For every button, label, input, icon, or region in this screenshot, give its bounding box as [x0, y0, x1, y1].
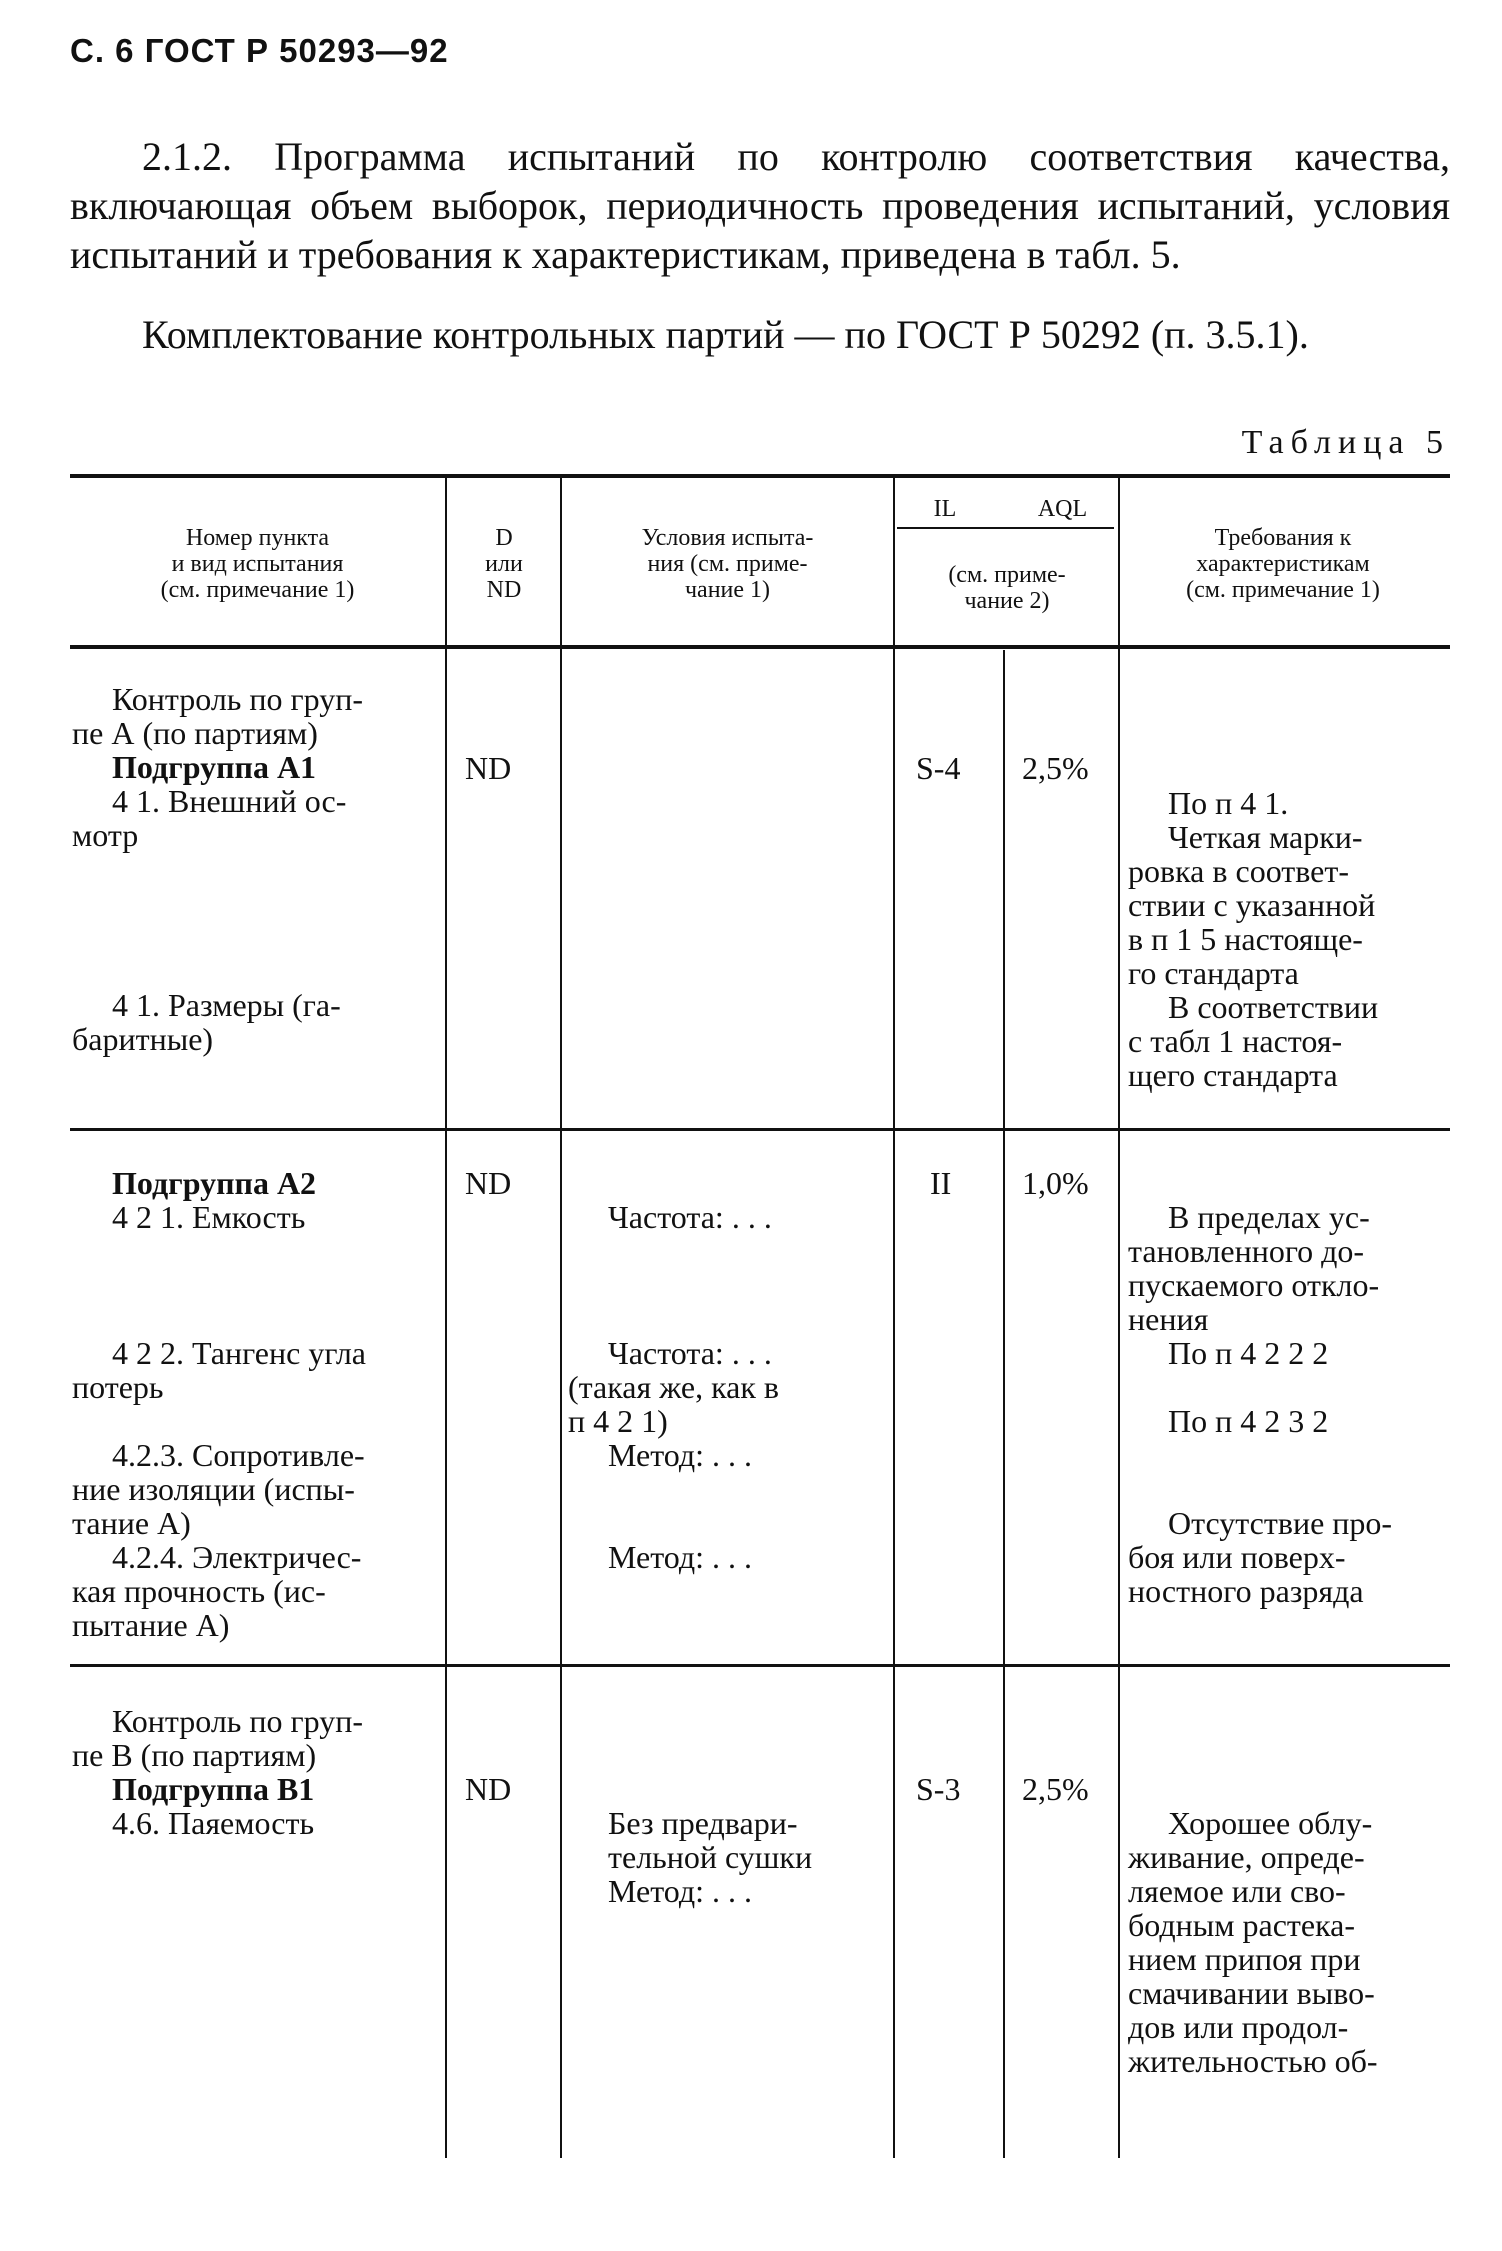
col-rule-2: [560, 478, 562, 2158]
header-requirements: Требования к характеристикам (см. примечание 1): [1186, 525, 1380, 603]
header-conditions: Условия испыта- ния (см. приме- чание 1): [641, 525, 814, 603]
row-a1-item: Контроль по груп- пе А (по партиям) Подгруппа А1 4 1. Внешний ос- мотр 4 1. Размеры (га- баритные): [72, 681, 363, 1057]
paragraph-2-1-2: 2.1.2. Программа испытаний по контролю соответствия качества, включающая объем выборок, периодичность проведения испытаний, условия испытаний и требования к характеристикам, приведена в табл. 5.: [70, 134, 1450, 277]
header-aql: AQL: [1037, 496, 1088, 522]
col-rule-1: [445, 478, 447, 2158]
row-a2-conditions: Частота: . . . Частота: . . . (такая же, как в п 4 2 1) Метод: . . . Метод: . . .: [568, 1199, 780, 1575]
header-il-aql-note: (см. приме- чание 2): [948, 562, 1066, 614]
row-a2-d-nd: ND: [465, 1165, 512, 1201]
table-top-rule: [70, 474, 1450, 478]
col-rule-3: [893, 478, 895, 2158]
row-b1-aql: 2,5%: [1022, 1771, 1089, 1807]
page-header: С. 6 ГОСТ Р 50293—92: [70, 32, 449, 69]
header-il: IL: [933, 496, 957, 522]
header-item: Номер пункта и вид испытания (см. примечание 1): [160, 525, 355, 603]
row-a1-il: S-4: [916, 750, 961, 786]
row-b1-d-nd: ND: [465, 1771, 512, 1807]
col-rule-il-aql: [1003, 650, 1005, 2158]
row-rule-b: [70, 1664, 1450, 1667]
row-b1-requirements: Хорошее облу- живание, опреде- ляемое или сво- бодным растека- нием припоя при смачивании выво- дов или продол- жительностью об-: [1128, 1805, 1378, 2079]
row-a1-d-nd: ND: [465, 750, 512, 786]
row-b1-item: Контроль по груп- пе В (по партиям) Подгруппа В1 4.6. Паяемость: [72, 1703, 363, 1841]
row-a1-aql: 2,5%: [1022, 750, 1089, 786]
col-rule-4: [1118, 478, 1120, 2158]
row-a2-aql: 1,0%: [1022, 1165, 1089, 1201]
row-b1-conditions: Без предвари- тельной сушки Метод: . . .: [608, 1805, 813, 1909]
il-aql-divider: [897, 527, 1114, 529]
row-b1-il: S-3: [916, 1771, 961, 1807]
row-a2-il: II: [930, 1165, 952, 1201]
row-a2-item: Подгруппа А2 4 2 1. Емкость 4 2 2. Тангенс угла потерь 4.2.3. Сопротивле- ние изоляции (испы- тание А) 4.2.4. Электричес- кая прочность (ис- пытание А): [72, 1165, 366, 1643]
table-header-rule: [70, 645, 1450, 649]
row-a2-requirements: В пределах ус- тановленного до- пускаемого откло- нения По п 4 2 2 2 По п 4 2 3 2 Отсутствие про- боя или поверх- ностного разряда: [1128, 1199, 1393, 1609]
header-d-nd: D или ND: [485, 525, 523, 603]
table-caption: Таблица 5: [1241, 424, 1450, 461]
row-rule-a2: [70, 1128, 1450, 1131]
paragraph-control-lots: Комплектование контрольных партий — по ГОСТ Р 50292 (п. 3.5.1).: [142, 312, 1309, 357]
row-a1-requirements: По п 4 1. Четкая марки- ровка в соответ- ствии с указанной в п 1 5 настояще- го стандарта В соответствии с табл 1 настоя- щего стандарта: [1128, 785, 1379, 1093]
